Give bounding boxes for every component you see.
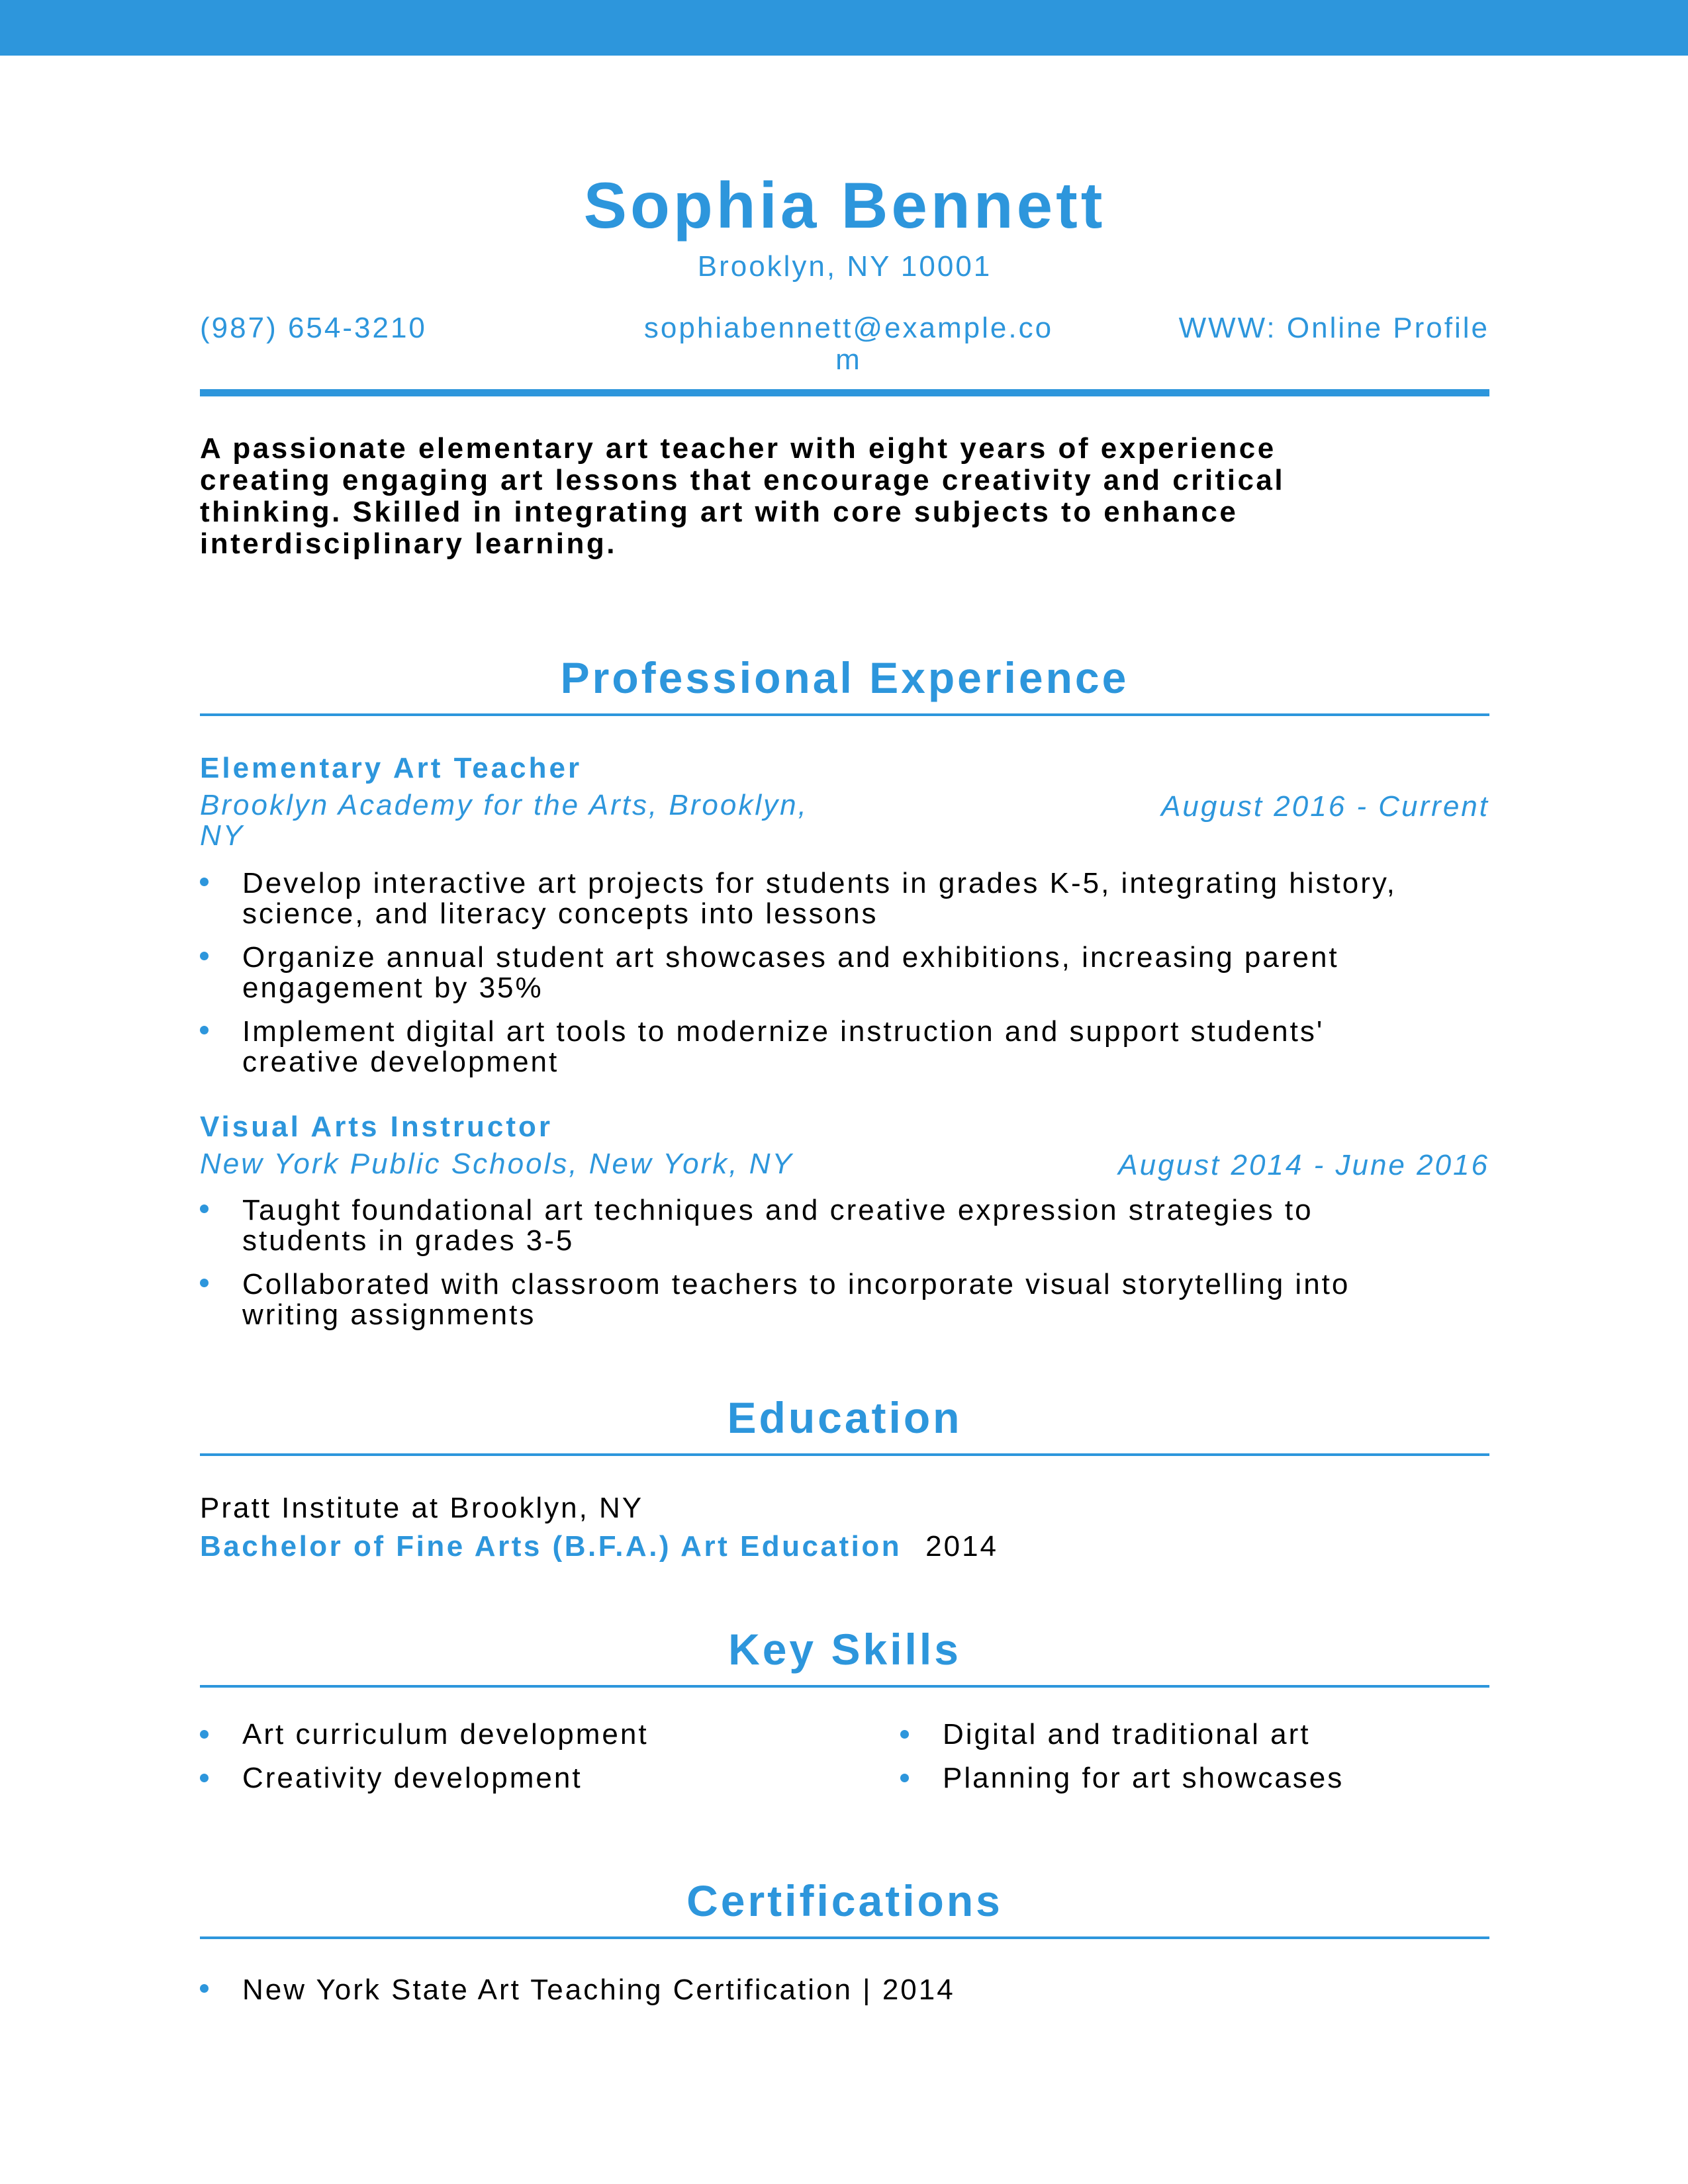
bullet-dot-icon [200,952,209,960]
certifications-divider [200,1936,1489,1939]
skill-item: Creativity development [200,1762,583,1795]
education-divider [200,1453,1489,1456]
job-title: Elementary Art Teacher [200,752,583,784]
skill-item: Art curriculum development [200,1718,649,1751]
skill-item: Planning for art showcases [900,1762,1344,1795]
list-item: Implement digital art tools to modernize instruction and support students' creative development [200,1017,1421,1077]
list-item: New York State Art Teaching Certification | 2014 [200,1975,1421,2005]
certification-list [200,1975,1489,2019]
list-item: Taught foundational art techniques and creative expression strategies to students in grades 3-5 [200,1195,1421,1256]
bullet-dot-icon [200,1279,209,1287]
job-dates: August 2014 - June 2016 [1118,1149,1489,1181]
skills-heading: Key Skills [728,1625,961,1674]
experience-heading: Professional Experience [560,653,1129,702]
job-employer: New York Public Schools, New York, NY [200,1148,794,1180]
skill-item: Digital and traditional art [900,1718,1310,1751]
degree-year: 2014 [925,1530,999,1563]
phone-number: (987) 654-3210 [200,312,427,344]
header-divider [200,389,1489,396]
website-link[interactable]: WWW: Online Profile [1178,312,1489,344]
email-link[interactable]: sophiabennett@example.com [643,312,1054,376]
job-dates: August 2016 - Current [1161,790,1489,823]
list-item: Collaborated with classroom teachers to incorporate visual storytelling into writing assignments [200,1269,1421,1330]
experience-divider [200,713,1489,716]
school-name: Pratt Institute at Brooklyn, NY [200,1492,644,1524]
education-heading: Education [727,1393,962,1442]
bullet-dot-icon [200,1984,209,1993]
bullet-dot-icon [200,1205,209,1213]
list-item: Organize annual student art showcases and exhibitions, increasing parent engagement by 35% [200,942,1421,1003]
top-accent-bar [0,0,1688,56]
bullet-dot-icon [900,1774,909,1782]
skills-divider [200,1685,1489,1688]
bullet-dot-icon [200,1774,209,1782]
professional-summary: A passionate elementary art teacher with eight years of experience creating engaging art lessons that encourage creativity and critical thinking. Skilled in integrating art with core subjects to enhance interdisciplinary learning. [200,432,1286,560]
candidate-location: Brooklyn, NY 10001 [697,250,992,283]
bullet-dot-icon [200,878,209,886]
list-item: Develop interactive art projects for students in grades K-5, integrating history, science, and literacy concepts into lessons [200,868,1421,929]
bullet-dot-icon [900,1730,909,1739]
skills-grid [200,1718,1489,1796]
candidate-name: Sophia Bennett [583,169,1106,242]
job-bullets [200,868,1489,1091]
bullet-dot-icon [200,1026,209,1034]
certifications-heading: Certifications [686,1876,1003,1925]
degree-line [200,1530,998,1563]
bullet-dot-icon [200,1730,209,1739]
job-bullets [200,1195,1489,1343]
degree-name: Bachelor of Fine Arts (B.F.A.) Art Education [200,1530,902,1563]
job-title: Visual Arts Instructor [200,1111,553,1143]
job-employer: Brooklyn Academy for the Arts, Brooklyn, NY [200,789,808,852]
